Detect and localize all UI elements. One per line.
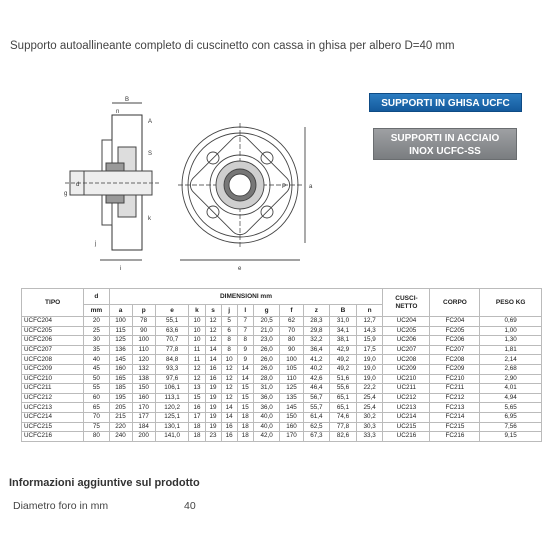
table-cell: 65,1 [330,393,357,403]
table-cell: 19,0 [356,355,383,365]
table-cell: FC216 [430,432,480,442]
table-cell: 38,1 [330,336,357,346]
table-cell: 21,0 [253,326,280,336]
table-cell: 19 [205,403,221,413]
table-cell: UCFC212 [22,393,84,403]
table-cell: 78 [132,317,155,327]
table-cell: UC208 [383,355,430,365]
table-cell: 70 [280,326,303,336]
table-cell: 12 [189,364,205,374]
table-cell: 9,15 [480,432,542,442]
table-cell: UC204 [383,317,430,327]
table-cell: FC211 [430,384,480,394]
table-cell: UCFC213 [22,403,84,413]
table-cell: 40,0 [253,412,280,422]
table-cell: 10 [189,336,205,346]
table-cell: 2,90 [480,374,542,384]
table-cell: 14 [205,345,221,355]
table-cell: 100 [109,317,132,327]
table-cell: 12 [189,374,205,384]
table-cell: 15 [237,393,253,403]
table-cell: 240 [109,432,132,442]
table-row [22,393,542,403]
table-cell: 61,4 [303,412,330,422]
table-cell: FC214 [430,412,480,422]
table-cell: 220 [109,422,132,432]
table-cell: 200 [132,432,155,442]
table-cell: 63,6 [155,326,189,336]
table-cell: FC213 [430,403,480,413]
table-cell: 41,2 [303,355,330,365]
table-cell: 5 [221,317,237,327]
front-view [178,123,305,260]
table-cell: UC214 [383,412,430,422]
table-cell: 55,6 [330,384,357,394]
header-cuscinetto [383,289,430,317]
table-cell: 120 [132,355,155,365]
header-d: d [84,289,109,305]
table-cell: 60 [84,393,109,403]
table-cell: 125,1 [155,412,189,422]
table-cell: FC210 [430,374,480,384]
table-cell: 17 [189,412,205,422]
table-cell: 195 [109,393,132,403]
table-cell: 26,0 [253,364,280,374]
table-cell: 22,2 [356,384,383,394]
table-cell: 120,2 [155,403,189,413]
table-cell: UC213 [383,403,430,413]
table-cell: 17,5 [356,345,383,355]
table-cell: 115 [109,326,132,336]
table-cell: 23 [205,432,221,442]
info-bore-label: Diametro foro in mm [13,500,109,512]
stainless-button-line2: INOX UCFC-SS [409,146,481,157]
header-tipo: TIPO [22,289,84,317]
table-cell: UC210 [383,374,430,384]
table-cell: 170 [132,403,155,413]
drawing-label-a: A [148,119,153,125]
table-cell: 14,3 [356,326,383,336]
table-cell: 49,2 [330,364,357,374]
table-cell: 67,3 [303,432,330,442]
table-cell: 90 [280,345,303,355]
table-cell: UC216 [383,432,430,442]
table-cell: 45 [84,364,109,374]
subheader-a: a [109,305,132,317]
table-row [22,336,542,346]
header-cuscinetto-line1: CUSCI- [395,294,418,302]
table-cell: 36,0 [253,403,280,413]
table-cell: 132 [132,364,155,374]
table-cell: UC205 [383,326,430,336]
table-cell: 70,7 [155,336,189,346]
table-cell: 74,6 [330,412,357,422]
table-cell: 26,0 [253,345,280,355]
table-cell: 19 [205,393,221,403]
table-cell: 55,1 [155,317,189,327]
table-cell: 20,5 [253,317,280,327]
table-cell: 145 [109,355,132,365]
drawing-label-g: g [64,191,68,197]
table-row [22,384,542,394]
table-cell: 185 [109,384,132,394]
table-cell: UCFC215 [22,422,84,432]
table-cell: 42,0 [253,432,280,442]
table-cell: 31,0 [330,317,357,327]
subheader-s: s [205,305,221,317]
table-cell: UC207 [383,345,430,355]
table-cell: 136 [109,345,132,355]
table-row [22,326,542,336]
table-cell: 0,69 [480,317,542,327]
table-cell: 10 [221,355,237,365]
table-cell: 15 [237,403,253,413]
table-cell: 90 [132,326,155,336]
table-row [22,432,542,442]
table-cell: 14 [237,364,253,374]
table-cell: 150 [132,384,155,394]
table-cell: 28,3 [303,317,330,327]
table-cell: 93,3 [155,364,189,374]
table-cell: UCFC211 [22,384,84,394]
table-cell: UC215 [383,422,430,432]
table-cell: 8 [221,336,237,346]
table-cell: 150 [280,412,303,422]
info-title: Informazioni aggiuntive sul prodotto [9,477,200,489]
table-cell: 84,8 [155,355,189,365]
table-cell: 16 [221,422,237,432]
subheader-k: k [189,305,205,317]
table-cell: 75 [84,422,109,432]
stainless-button-line1: SUPPORTI IN ACCIAIO [390,133,500,144]
page-title: Supporto autoallineante completo di cuscinetto con cassa in ghisa per albero D=40 mm [10,40,455,52]
table-cell: 18 [189,432,205,442]
table-cell: FC212 [430,393,480,403]
table-cell: 56,7 [303,393,330,403]
table-cell: 15 [189,393,205,403]
table-cell: 14 [221,403,237,413]
table-cell: 9 [237,345,253,355]
table-cell: 7 [237,326,253,336]
table-cell: 100 [280,355,303,365]
table-row [22,403,542,413]
table-cell: 160 [132,393,155,403]
drawing-label-s: S [148,151,153,157]
table-cell: FC205 [430,326,480,336]
subheader-f: f [280,305,303,317]
table-cell: UCFC207 [22,345,84,355]
table-cell: 12 [205,336,221,346]
subheader-l: l [237,305,253,317]
table-cell: 145 [280,403,303,413]
table-cell: 165 [109,374,132,384]
table-cell: UCFC210 [22,374,84,384]
table-cell: 42,6 [303,374,330,384]
table-cell: 18 [237,412,253,422]
table-row [22,412,542,422]
table-cell: 160 [280,422,303,432]
table-cell: 106,1 [155,384,189,394]
table-cell: 80 [84,432,109,442]
drawing-label-p: P [282,184,287,190]
table-cell: 215 [109,412,132,422]
dimensions-table [21,288,542,442]
table-cell: FC204 [430,317,480,327]
table-cell: 141,0 [155,432,189,442]
drawing-label-b: B [125,97,130,103]
table-row [22,374,542,384]
table-cell: 130,1 [155,422,189,432]
table-cell: 19 [205,412,221,422]
table-cell: 135 [280,393,303,403]
table-cell: 4,01 [480,384,542,394]
table-cell: 16 [205,364,221,374]
subheader-b-upper: B [330,305,357,317]
drawing-label-i: i [120,266,122,272]
table-cell: 65,1 [330,403,357,413]
table-cell: 18 [189,422,205,432]
table-cell: 12 [221,374,237,384]
table-cell: 6 [221,326,237,336]
table-cell: UCFC206 [22,336,84,346]
table-cell: 40,0 [253,422,280,432]
table-cell: 70 [84,412,109,422]
table-cell: 51,6 [330,374,357,384]
table-cell: UCFC204 [22,317,84,327]
table-cell: UCFC208 [22,355,84,365]
table-cell: 8 [237,336,253,346]
table-cell: 125 [109,336,132,346]
table-cell: 14 [237,374,253,384]
table-cell: 19,0 [356,374,383,384]
table-cell: 10 [189,326,205,336]
table-cell: 14 [221,412,237,422]
table-cell: 30 [84,336,109,346]
table-cell: 25,4 [356,393,383,403]
table-cell: 12 [221,364,237,374]
table-cell: 170 [280,432,303,442]
drawing-label-e: e [238,266,242,272]
table-cell: 29,8 [303,326,330,336]
table-cell: UC209 [383,364,430,374]
table-cell: 1,30 [480,336,542,346]
subheader-j: j [221,305,237,317]
table-cell: 33,3 [356,432,383,442]
table-cell: 184 [132,422,155,432]
table-cell: 10 [189,317,205,327]
table-cell: 49,2 [330,355,357,365]
table-cell: 16 [189,403,205,413]
table-cell: 110 [132,345,155,355]
drawing-label-n: n [116,109,120,115]
table-cell: 4,94 [480,393,542,403]
subheader-g: g [253,305,280,317]
table-cell: 36,0 [253,393,280,403]
drawing-label-a-front: a [309,184,313,190]
table-cell: 100 [132,336,155,346]
table-cell: UCFC205 [22,326,84,336]
table-cell: 36,4 [303,345,330,355]
table-cell: 15 [237,384,253,394]
table-cell: FC209 [430,364,480,374]
table-cell: 12 [205,326,221,336]
table-cell: 42,9 [330,345,357,355]
cast-iron-supports-button[interactable]: SUPPORTI IN GHISA UCFC [369,93,522,112]
table-cell: 30,2 [356,412,383,422]
table-cell: 1,00 [480,326,542,336]
table-cell: UCFC216 [22,432,84,442]
table-cell: 12,7 [356,317,383,327]
table-cell: 30,3 [356,422,383,432]
table-cell: 113,1 [155,393,189,403]
table-cell: 160 [109,364,132,374]
table-cell: 19,0 [356,364,383,374]
table-cell: 34,1 [330,326,357,336]
table-cell: 12 [221,393,237,403]
table-cell: 82,6 [330,432,357,442]
table-cell: 105 [280,364,303,374]
header-cuscinetto-line2: NETTO [395,302,418,310]
header-corpo: CORPO [430,289,480,317]
table-cell: 62,5 [303,422,330,432]
table-cell: 12 [221,384,237,394]
table-cell: FC215 [430,422,480,432]
table-cell: 6,95 [480,412,542,422]
table-cell: 50 [84,374,109,384]
info-bore-value: 40 [184,500,196,512]
table-cell: 25,4 [356,403,383,413]
table-cell: UCFC209 [22,364,84,374]
table-cell: 110 [280,374,303,384]
table-row [22,345,542,355]
table-cell: 9 [237,355,253,365]
table-cell: 19 [205,384,221,394]
table-cell: 2,68 [480,364,542,374]
subheader-e: e [155,305,189,317]
subheader-n: n [356,305,383,317]
table-cell: 15,9 [356,336,383,346]
table-cell: FC206 [430,336,480,346]
table-cell: FC207 [430,345,480,355]
table-cell: 16 [221,432,237,442]
table-cell: 18 [237,422,253,432]
table-cell: 125 [280,384,303,394]
table-cell: 8 [221,345,237,355]
table-cell: 7,56 [480,422,542,432]
table-cell: 11 [189,355,205,365]
table-cell: 177 [132,412,155,422]
table-cell: 46,4 [303,384,330,394]
drawing-label-k: k [148,216,151,222]
table-cell: 16 [205,374,221,384]
header-peso: PESO KG [480,289,542,317]
table-cell: 97,6 [155,374,189,384]
table-cell: 205 [109,403,132,413]
table-cell: 25 [84,326,109,336]
subheader-z: z [303,305,330,317]
table-cell: UC206 [383,336,430,346]
technical-drawing [60,95,320,275]
table-cell: UCFC214 [22,412,84,422]
table-cell: 18 [237,432,253,442]
drawing-label-j: j [95,241,97,247]
table-cell: 26,0 [253,355,280,365]
header-dimensioni: DIMENSIONI mm [109,289,383,305]
drawing-label-d: d [76,182,80,188]
subheader-p: p [132,305,155,317]
table-cell: 55 [84,384,109,394]
table-cell: FC208 [430,355,480,365]
table-cell: 77,8 [330,422,357,432]
stainless-supports-button[interactable] [373,128,517,160]
table-cell: 32,2 [303,336,330,346]
table-cell: 77,8 [155,345,189,355]
table-cell: 138 [132,374,155,384]
table-cell: 28,0 [253,374,280,384]
table-cell: UC211 [383,384,430,394]
table-cell: UC212 [383,393,430,403]
table-cell: 14 [205,355,221,365]
table-row [22,355,542,365]
table-row [22,317,542,327]
table-cell: 80 [280,336,303,346]
table-cell: 40,2 [303,364,330,374]
table-cell: 19 [205,422,221,432]
table-cell: 5,65 [480,403,542,413]
table-cell: 13 [189,384,205,394]
table-cell: 7 [237,317,253,327]
table-cell: 11 [189,345,205,355]
table-row [22,364,542,374]
table-cell: 20 [84,317,109,327]
table-cell: 35 [84,345,109,355]
table-cell: 31,0 [253,384,280,394]
header-d-unit: mm [84,305,109,317]
table-cell: 62 [280,317,303,327]
table-cell: 40 [84,355,109,365]
table-cell: 23,0 [253,336,280,346]
table-cell: 12 [205,317,221,327]
table-row [22,422,542,432]
table-cell: 55,7 [303,403,330,413]
table-cell: 1,81 [480,345,542,355]
table-cell: 2,14 [480,355,542,365]
table-cell: 65 [84,403,109,413]
